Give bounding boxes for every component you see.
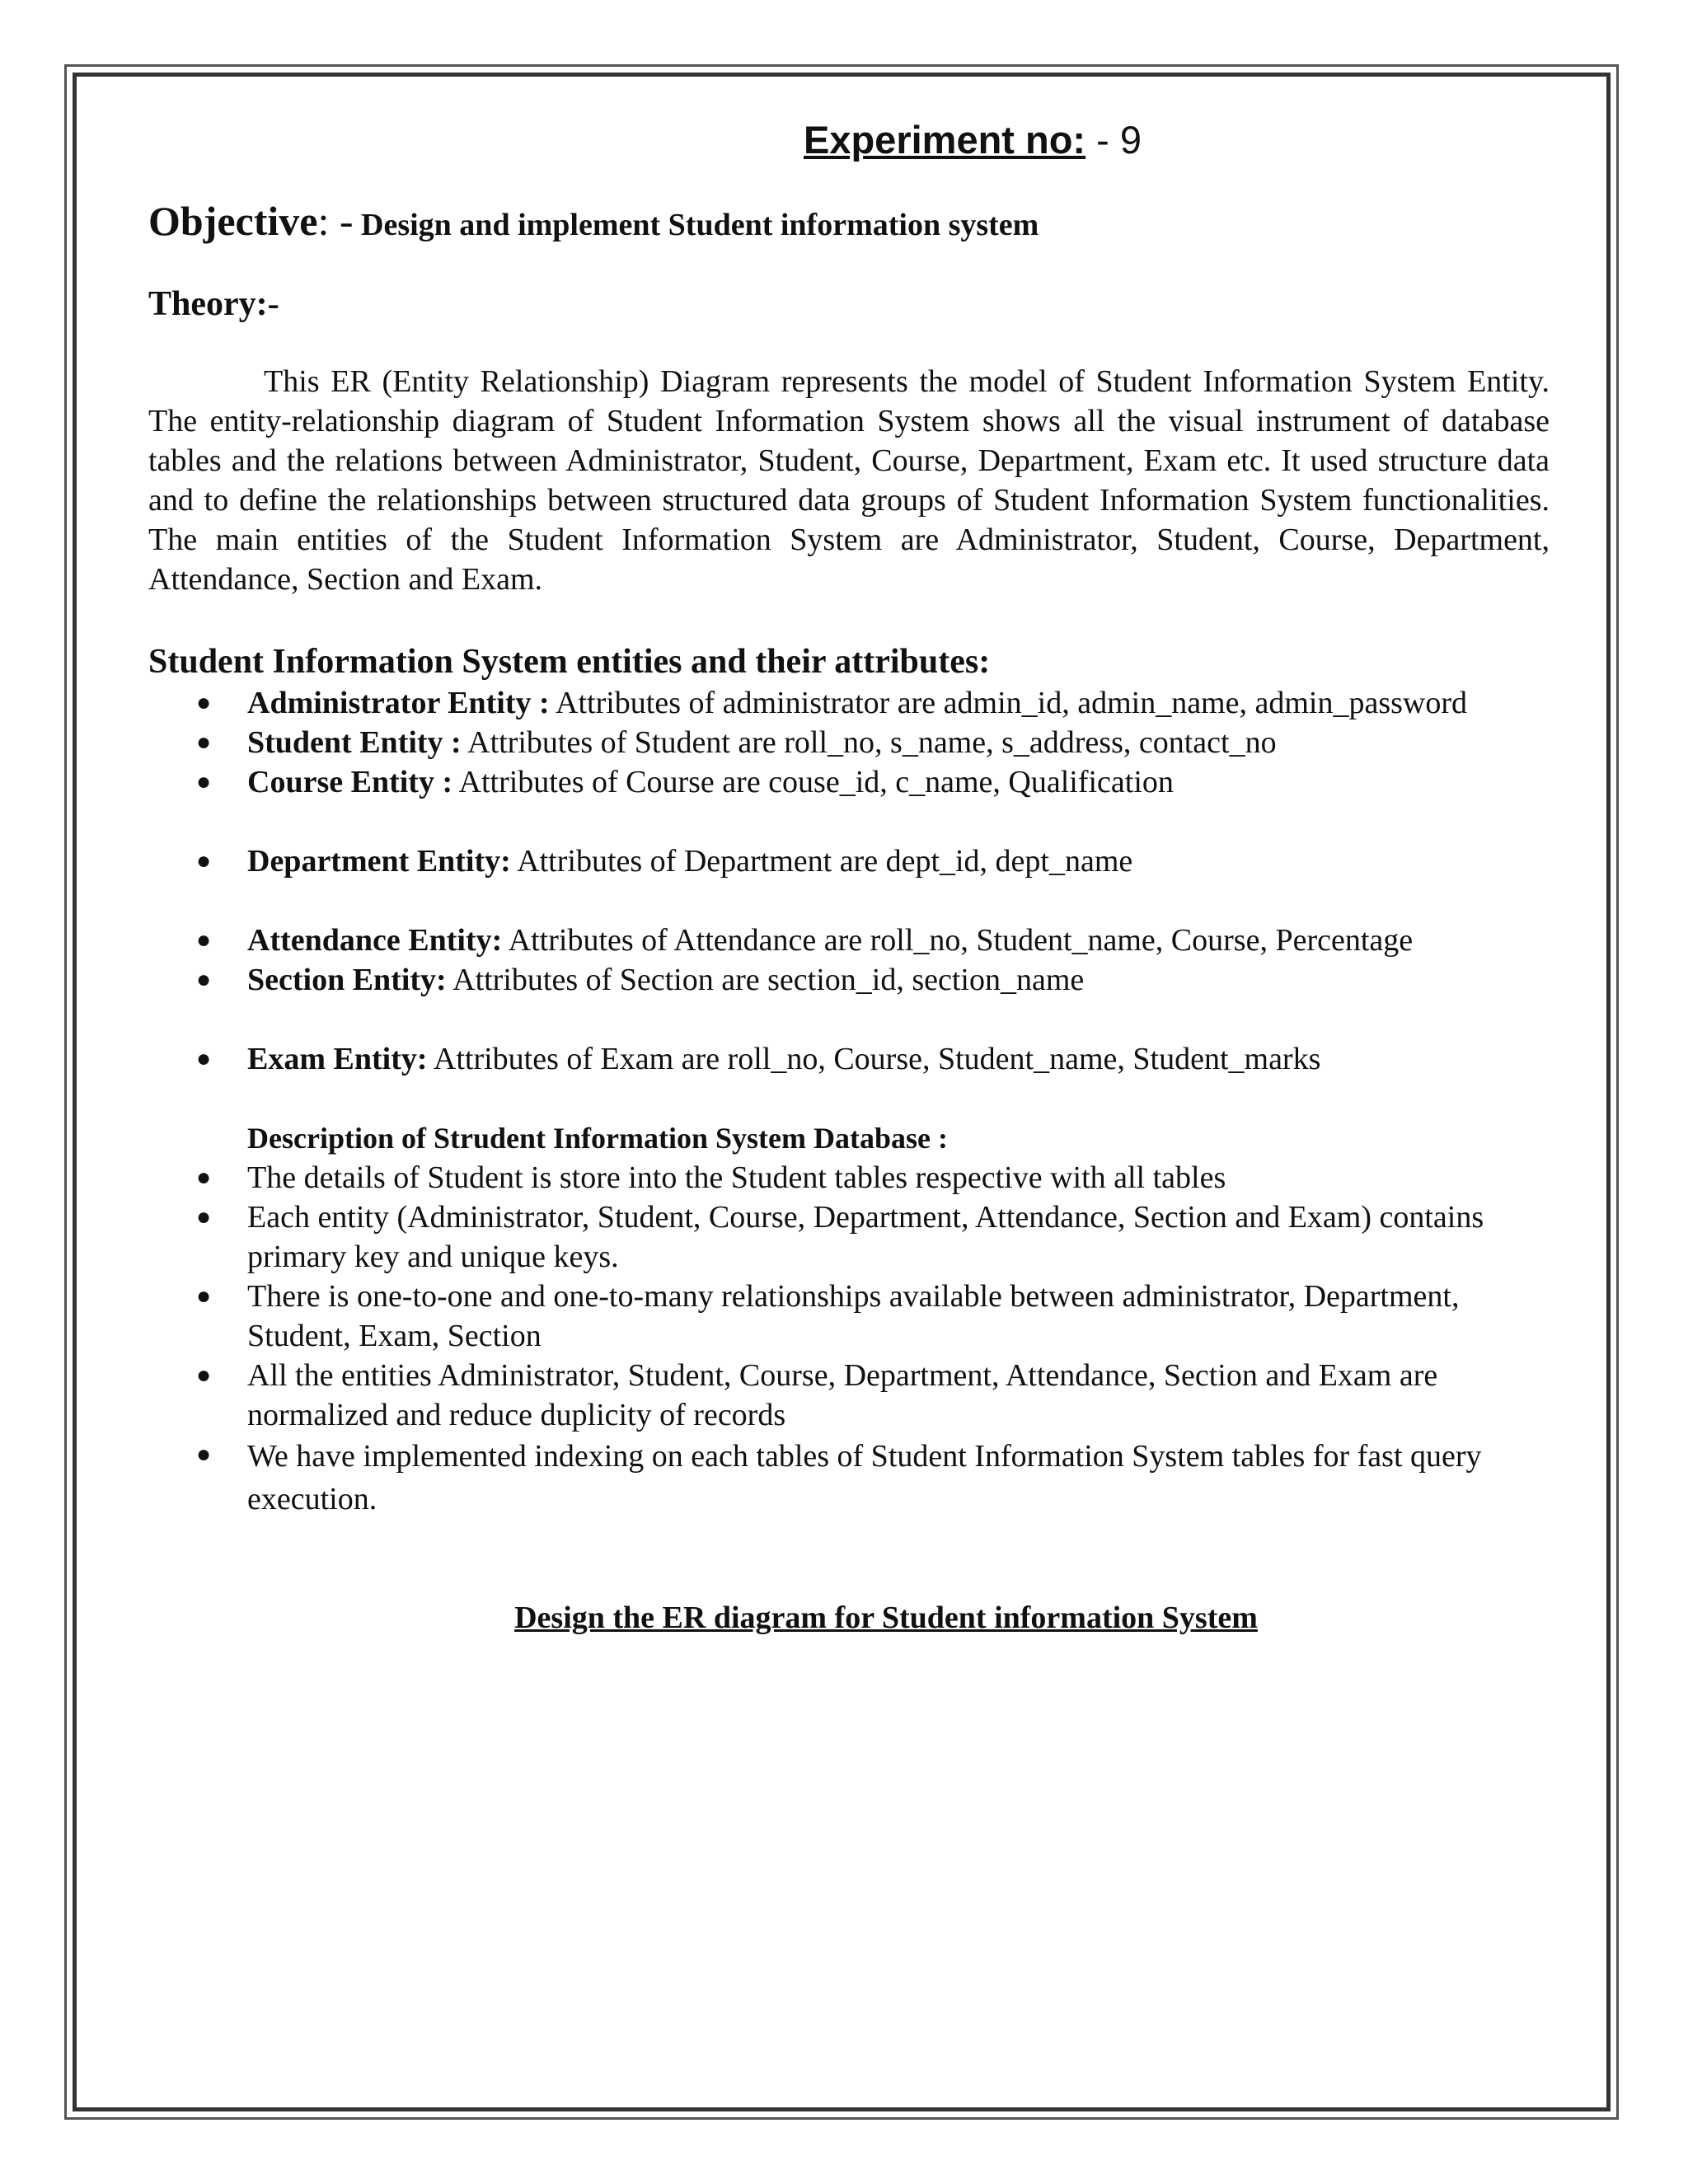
entities-list <box>148 683 1550 1079</box>
list-item <box>148 1039 1550 1079</box>
entity-name: Section Entity: <box>247 963 447 997</box>
bullet-icon: ● <box>196 1164 212 1191</box>
entity-attributes: Attributes of Section are section_id, section_name <box>446 963 1085 997</box>
experiment-label: Experiment no: <box>803 118 1086 162</box>
description-list <box>148 1158 1550 1521</box>
list-item <box>148 723 1550 762</box>
theory-heading: Theory:- <box>148 285 279 323</box>
description-text: All the entities Administrator, Student, Course, Department, Attendance, Section and Exam are normalized and reduce duplicity of records <box>247 1358 1438 1432</box>
entity-attributes: Attributes of Department are dept_id, dept_name <box>510 844 1133 879</box>
entity-attributes: Attributes of administrator are admin_id, admin_name, admin_password <box>549 686 1467 720</box>
experiment-title <box>148 107 1550 173</box>
entity-name: Attendance Entity: <box>247 923 503 958</box>
bullet-icon: ● <box>196 1441 212 1468</box>
list-item <box>148 960 1550 1000</box>
theory-paragraph: This ER (Entity Relationship) Diagram represents the model of Student Information System Entity. The entity-relationship diagram of Student Information System shows all the visual instrument of database tables and the relations between Administrator, Student, Course, Department, Exam etc. It used structure data and to define the relationships between structured data groups of Student Information System functionalities. The main entities of the Student Information System are Administrator, Student, Course, Department, Attendance, Section and Exam. <box>148 364 1550 597</box>
list-item <box>148 1197 1550 1277</box>
er-diagram-title: Design the ER diagram for Student information System <box>514 1601 1258 1635</box>
document-body <box>148 107 1550 1638</box>
objective-text: Design and implement Student information system <box>361 208 1039 242</box>
entity-attributes: Attributes of Attendance are roll_no, Student_name, Course, Percentage <box>502 923 1414 958</box>
bullet-icon: ● <box>196 847 212 874</box>
entities-heading: Student Information System entities and their attributes: <box>148 643 991 681</box>
entity-name: Administrator Entity : <box>247 686 550 720</box>
entity-attributes: Attributes of Exam are roll_no, Course, Student_name, Student_marks <box>427 1042 1321 1076</box>
list-item <box>148 762 1550 802</box>
objective-line <box>148 196 1550 250</box>
description-heading: Description of Strudent Information System Database : <box>247 1122 948 1155</box>
bullet-icon: ● <box>196 1361 212 1389</box>
entity-attributes: Attributes of Course are couse_id, c_name, Qualification <box>452 765 1174 799</box>
list-item <box>148 1158 1550 1197</box>
entity-name: Department Entity: <box>247 844 511 879</box>
bullet-icon: ● <box>196 1045 212 1072</box>
description-text: We have implemented indexing on each tables of Student Information System tables for fast query execution. <box>247 1439 1482 1516</box>
list-item <box>148 683 1550 723</box>
list-item <box>148 1435 1550 1521</box>
objective-separator: : - <box>317 198 354 244</box>
list-item <box>148 921 1550 960</box>
bullet-icon: ● <box>196 926 212 954</box>
list-item <box>148 841 1550 881</box>
objective-label: Objective <box>148 198 318 244</box>
entity-name: Student Entity : <box>247 725 462 760</box>
bullet-icon: ● <box>196 966 212 993</box>
list-item <box>148 1277 1550 1356</box>
bullet-icon: ● <box>196 1282 212 1310</box>
entity-name: Course Entity : <box>247 765 453 799</box>
entity-name: Exam Entity: <box>247 1042 428 1076</box>
bullet-icon: ● <box>196 689 212 716</box>
experiment-number: - 9 <box>1096 118 1142 162</box>
bullet-icon: ● <box>196 768 212 795</box>
description-text: There is one-to-one and one-to-many relationships available between administrator, Department, Student, Exam, Section <box>247 1279 1460 1353</box>
list-item <box>148 1356 1550 1435</box>
description-text: The details of Student is store into the Student tables respective with all tables <box>247 1160 1226 1195</box>
description-text: Each entity (Administrator, Student, Course, Department, Attendance, Section and Exam) contains primary key and unique keys. <box>247 1200 1484 1274</box>
entity-attributes: Attributes of Student are roll_no, s_name, s_address, contact_no <box>461 725 1277 760</box>
bullet-icon: ● <box>196 1203 212 1230</box>
bullet-icon: ● <box>196 729 212 756</box>
